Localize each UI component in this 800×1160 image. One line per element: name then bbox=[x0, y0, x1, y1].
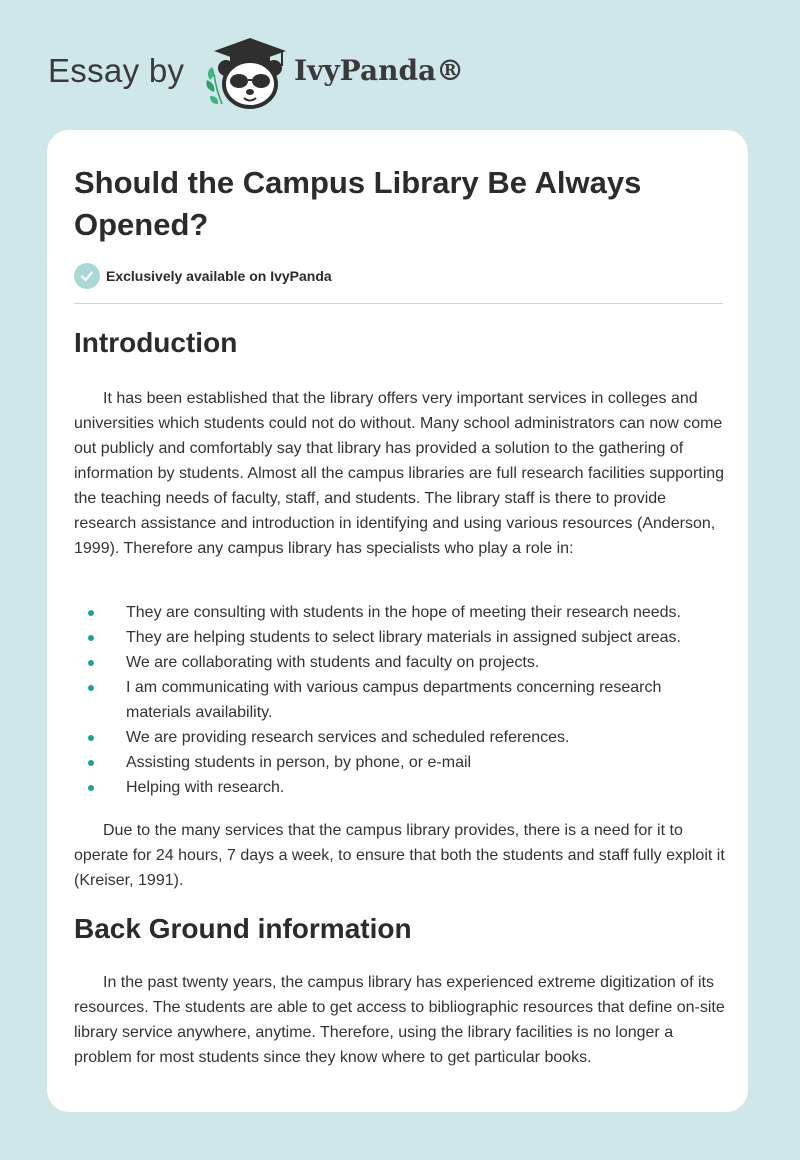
exclusive-badge bbox=[74, 263, 332, 289]
bullet-dot-icon bbox=[88, 610, 94, 616]
list-item bbox=[74, 750, 724, 775]
introduction-paragraph-1: It has been established that the library offers very important services in colleges and universities which students could not do without. Many school administrators can now come out publicly and comfortably say that library has provided a solution to the gathering of information by students. Almost all the campus libraries are full research facilities supporting the teaching needs of faculty, staff, and students. The library staff is there to provide research assistance and introduction in identifying and using various resources (Anderson, 1999). Therefore any campus library has specialists who play a role in: bbox=[74, 390, 725, 557]
checkmark-icon bbox=[74, 263, 100, 289]
list-item bbox=[74, 725, 724, 750]
essay-card bbox=[47, 130, 748, 1112]
library-roles-list bbox=[74, 600, 724, 800]
bullet-dot-icon bbox=[88, 660, 94, 666]
list-item bbox=[74, 650, 724, 675]
list-item-text: Assisting students in person, by phone, or e-mail bbox=[126, 754, 472, 771]
list-item-text: They are helping students to select library materials in assigned subject areas. bbox=[126, 629, 681, 646]
background-paragraph-1: In the past twenty years, the campus library has experienced extreme digitization of its resources. The students are able to get access to bibliographic resources that define on-site library service anywhere, anytime. Therefore, using the library facilities is no longer a problem for most students since they know where to get particular books. bbox=[74, 974, 725, 1066]
list-item bbox=[74, 625, 724, 650]
list-item bbox=[74, 600, 724, 625]
title-divider bbox=[74, 303, 723, 304]
section-heading-background: Back Ground information bbox=[74, 913, 412, 944]
list-item-text: I am communicating with various campus departments concerning research materials availability. bbox=[126, 679, 662, 721]
site-header bbox=[48, 34, 548, 114]
list-item-text: They are consulting with students in the hope of meeting their research needs. bbox=[126, 604, 681, 621]
section-heading-introduction: Introduction bbox=[74, 327, 238, 358]
introduction-paragraph-2: Due to the many services that the campus library provides, there is a need for it to operate for 24 hours, 7 days a week, to ensure that both the students and staff fully exploit it (Kreiser, 1991). bbox=[74, 822, 725, 889]
bullet-dot-icon bbox=[88, 760, 94, 766]
essay-by-label: Essay by bbox=[48, 52, 185, 89]
list-item bbox=[74, 775, 724, 800]
bullet-dot-icon bbox=[88, 685, 94, 691]
ivypanda-logo-icon[interactable] bbox=[202, 34, 292, 110]
list-item-text: We are collaborating with students and faculty on projects. bbox=[126, 654, 540, 671]
bullet-dot-icon bbox=[88, 735, 94, 741]
list-item-text: We are providing research services and scheduled references. bbox=[126, 729, 570, 746]
bullet-dot-icon bbox=[88, 785, 94, 791]
list-item-text: Helping with research. bbox=[126, 779, 285, 796]
exclusive-badge-label: Exclusively available on IvyPanda bbox=[106, 268, 332, 284]
essay-title: Should the Campus Library Be Always Opened? bbox=[74, 165, 642, 242]
list-item bbox=[74, 675, 724, 725]
brand-name[interactable]: IvyPanda® bbox=[294, 54, 465, 87]
bullet-dot-icon bbox=[88, 635, 94, 641]
